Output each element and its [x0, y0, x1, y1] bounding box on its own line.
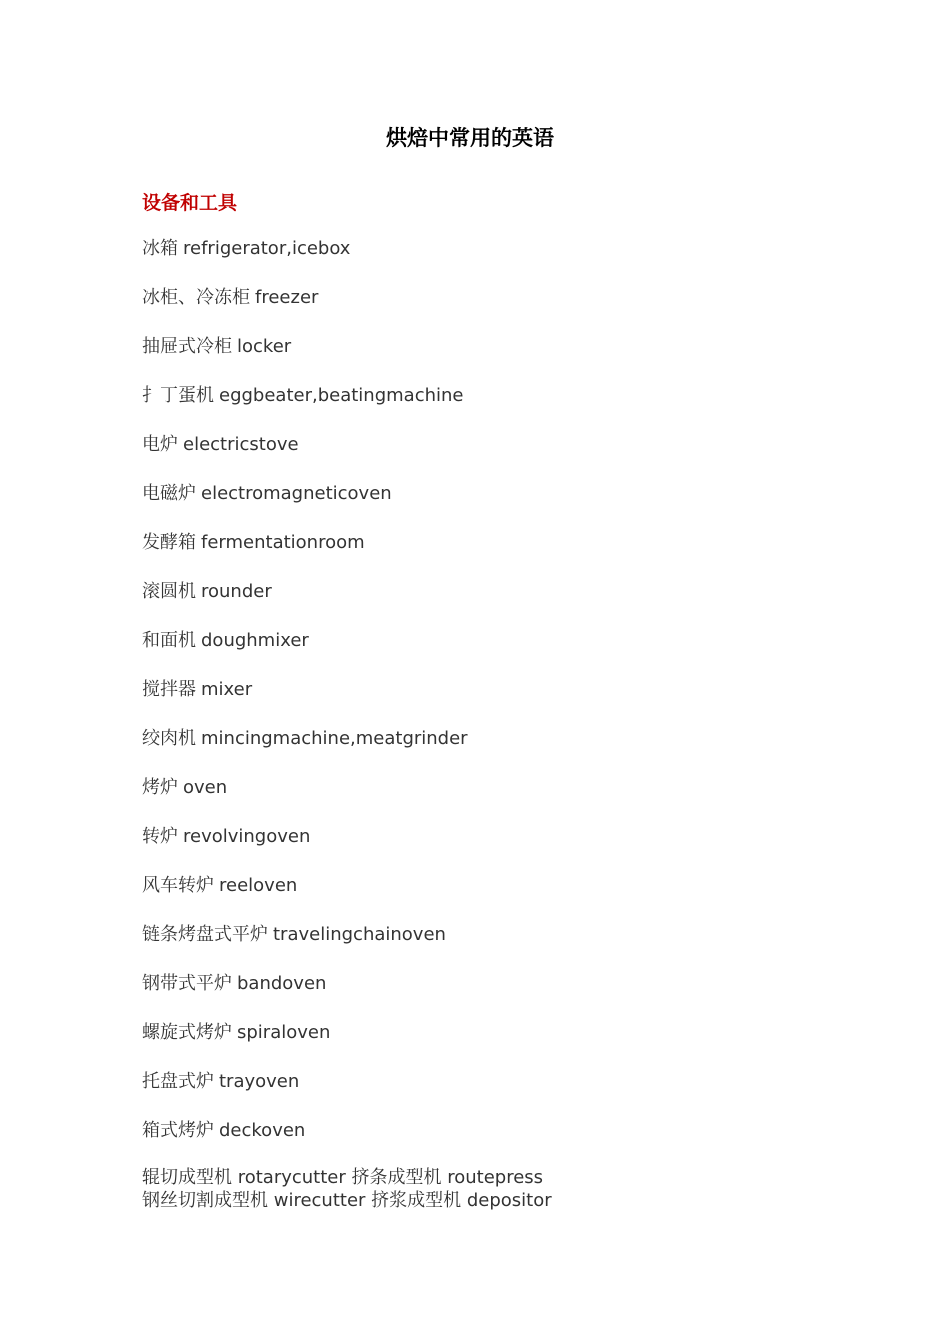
english-term: electricstove	[183, 434, 299, 455]
english-term: travelingchainoven	[273, 924, 446, 945]
english-term: mincingmachine,meatgrinder	[201, 728, 468, 749]
chinese-term: 和面机	[142, 630, 196, 651]
chinese-term: 钢带式平炉	[142, 973, 232, 994]
english-term: rounder	[201, 581, 272, 602]
vocabulary-list	[142, 236, 468, 1167]
english-term: trayoven	[219, 1071, 300, 1092]
english-term: electromagneticoven	[201, 483, 392, 504]
chinese-term: 链条烤盘式平炉	[142, 924, 268, 945]
vocabulary-entry	[142, 922, 468, 971]
english-term: refrigerator,icebox	[183, 238, 351, 259]
vocabulary-entry	[142, 1069, 468, 1118]
chinese-term: 扌丁蛋机	[142, 385, 214, 406]
vocabulary-entry	[142, 334, 468, 383]
vocabulary-entry	[142, 824, 468, 873]
section-heading: 设备和工具	[142, 192, 238, 214]
vocabulary-entry	[142, 579, 468, 628]
combined-entry-line: 辊切成型机 rotarycutter 挤条成型机 routepress	[142, 1167, 544, 1188]
english-term: oven	[183, 777, 228, 798]
english-term: deckoven	[219, 1120, 306, 1141]
chinese-term: 螺旋式烤炉	[142, 1022, 232, 1043]
english-term: mixer	[201, 679, 253, 700]
vocabulary-entry	[142, 971, 468, 1020]
chinese-term: 电炉	[142, 434, 178, 455]
chinese-term: 电磁炉	[142, 483, 196, 504]
vocabulary-entry	[142, 775, 468, 824]
vocabulary-entry	[142, 1118, 468, 1167]
vocabulary-entry	[142, 481, 468, 530]
vocabulary-entry	[142, 1020, 468, 1069]
vocabulary-entry	[142, 383, 468, 432]
english-term: locker	[237, 336, 292, 357]
chinese-term: 绞肉机	[142, 728, 196, 749]
vocabulary-entry	[142, 873, 468, 922]
combined-entry-line: 钢丝切割成型机 wirecutter 挤浆成型机 depositor	[142, 1190, 552, 1211]
chinese-term: 滚圆机	[142, 581, 196, 602]
chinese-term: 箱式烤炉	[142, 1120, 214, 1141]
combined-entries-paragraph	[142, 1166, 552, 1212]
english-term: doughmixer	[201, 630, 309, 651]
vocabulary-entry	[142, 628, 468, 677]
chinese-term: 托盘式炉	[142, 1071, 214, 1092]
english-term: freezer	[255, 287, 319, 308]
english-term: fermentationroom	[201, 532, 365, 553]
chinese-term: 烤炉	[142, 777, 178, 798]
chinese-term: 搅拌器	[142, 679, 196, 700]
english-term: revolvingoven	[183, 826, 311, 847]
vocabulary-entry	[142, 236, 468, 285]
english-term: eggbeater,beatingmachine	[219, 385, 464, 406]
chinese-term: 冰柜、冷冻柜	[142, 287, 250, 308]
chinese-term: 抽屉式冷柜	[142, 336, 232, 357]
chinese-term: 冰箱	[142, 238, 178, 259]
vocabulary-entry	[142, 432, 468, 481]
document-title: 烘焙中常用的英语	[386, 126, 554, 150]
vocabulary-entry	[142, 530, 468, 579]
chinese-term: 发酵箱	[142, 532, 196, 553]
english-term: reeloven	[219, 875, 298, 896]
english-term: bandoven	[237, 973, 327, 994]
vocabulary-entry	[142, 285, 468, 334]
chinese-term: 转炉	[142, 826, 178, 847]
vocabulary-entry	[142, 677, 468, 726]
english-term: spiraloven	[237, 1022, 331, 1043]
chinese-term: 风车转炉	[142, 875, 214, 896]
vocabulary-entry	[142, 726, 468, 775]
